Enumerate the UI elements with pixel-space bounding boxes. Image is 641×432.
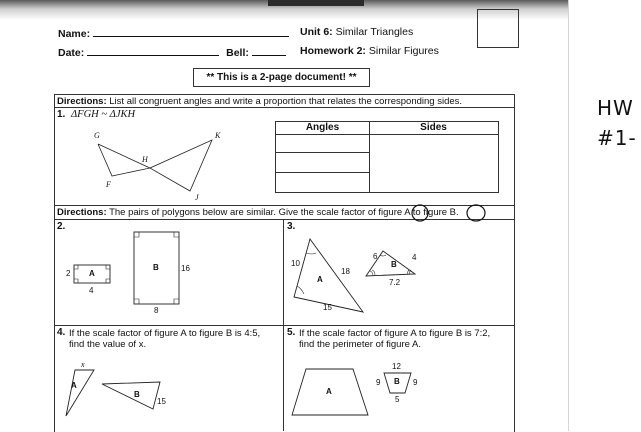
two-page-notice: ** This is a 2-page document! ** xyxy=(193,68,370,87)
homework-value: Similar Figures xyxy=(368,45,439,57)
problem2-number: 2. xyxy=(57,221,66,232)
b-bottom-side-label: 7.2 xyxy=(389,278,401,287)
problem5-text: If the scale factor of figure A to figure B is 7:2, find the perimeter of figure A. xyxy=(299,328,491,350)
b-right-side-label: 4 xyxy=(412,253,417,262)
point-j-label: J xyxy=(195,193,199,202)
a-bottom-side-label: 15 xyxy=(323,303,332,312)
b-left-side-label: 6 xyxy=(373,252,378,261)
figure-a-label-3: A xyxy=(317,275,323,284)
point-g-label: G xyxy=(94,131,100,140)
a-left-side-label: 10 xyxy=(291,259,300,268)
a-right-side-label: 18 xyxy=(341,267,350,276)
unit-label: Unit 6: xyxy=(300,26,333,38)
section2-directions-label: Directions: xyxy=(57,207,107,218)
problem1-number: 1. xyxy=(57,109,66,120)
figure-b-label-4: B xyxy=(134,390,140,399)
b-right-label-5: 9 xyxy=(413,378,418,387)
section2-directions-text: The pairs of polygons below are similar. Give the scale factor of figure A to figure B. xyxy=(109,207,459,218)
b-side-label-4: 15 xyxy=(157,397,166,406)
homework-label: Homework 2: xyxy=(300,45,366,57)
b-left-label-5: 9 xyxy=(376,378,381,387)
annotation-canvas[interactable] xyxy=(569,0,641,431)
x-label: x xyxy=(81,360,85,369)
name-label: Name: xyxy=(58,28,91,40)
problem4-number: 4. xyxy=(57,327,66,338)
figure-a-label: A xyxy=(89,269,95,278)
figure-a-label-5: A xyxy=(326,387,332,396)
b-bottom-label-5: 5 xyxy=(395,395,400,404)
problem3-number: 3. xyxy=(287,221,296,232)
unit-value: Similar Triangles xyxy=(335,26,414,38)
figure-b-label-3: B xyxy=(391,260,397,269)
point-f-label: F xyxy=(106,180,111,189)
figure-b-label: B xyxy=(153,263,159,272)
handwritten-hw-note: HW #1- xyxy=(597,96,637,150)
b-top-label-5: 12 xyxy=(392,362,401,371)
point-h-label: H xyxy=(142,155,148,164)
problem1-statement: ΔFGH ~ ΔJKH xyxy=(71,109,136,120)
sides-header: Sides xyxy=(420,122,447,133)
section1-directions-label: Directions: xyxy=(57,96,107,107)
figure-b-label-5: B xyxy=(394,377,400,386)
date-label: Date: xyxy=(58,47,85,59)
figure-a-label-4: A xyxy=(71,381,77,390)
b-height-label: 16 xyxy=(181,264,190,273)
bell-label: Bell: xyxy=(226,47,249,59)
point-k-label: K xyxy=(215,131,221,140)
angles-header: Angles xyxy=(305,122,340,133)
problem5-number: 5. xyxy=(287,327,296,338)
a-height-label: 2 xyxy=(66,269,71,278)
problem4-text: If the scale factor of figure A to figure B is 4:5, find the value of x. xyxy=(69,328,261,350)
section1-directions-text: List all congruent angles and write a proportion that relates the corresponding sides. xyxy=(109,96,463,107)
a-width-label: 4 xyxy=(89,286,94,295)
b-width-label: 8 xyxy=(154,306,159,315)
